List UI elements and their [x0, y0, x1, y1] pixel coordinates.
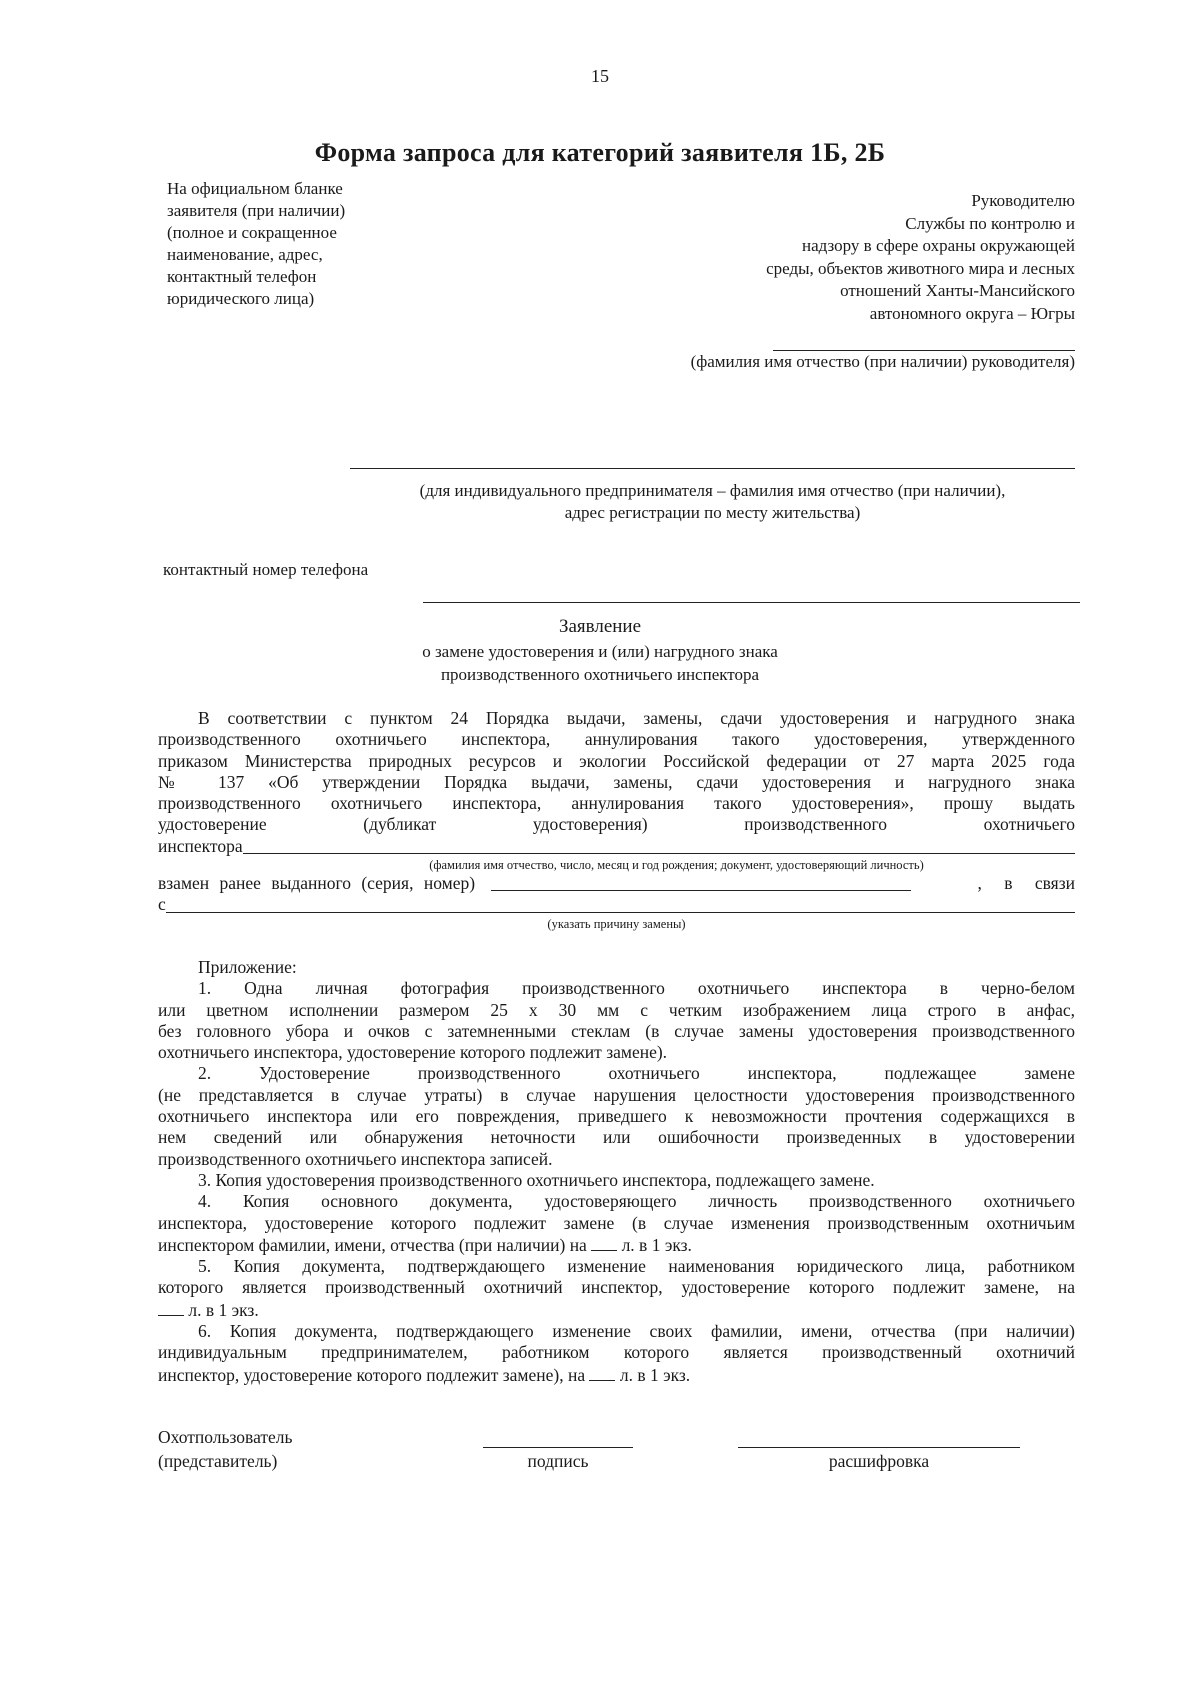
- pages-count-blank[interactable]: [158, 1299, 184, 1316]
- body-line: удостоверение (дубликат удостоверения) производственного охотничьего: [158, 814, 1075, 835]
- addressee-line: Службы по контролю и: [905, 213, 1075, 233]
- statement-subtitle: о замене удостоверения и (или) нагрудного знака: [422, 642, 778, 661]
- addressee-line: среды, объектов животного мира и лесных: [766, 258, 1075, 278]
- appendix-line: охотничьего инспектора или его повреждения, приведшего к невозможности прочтения содержащихся в: [158, 1106, 1075, 1127]
- addressee-name-line[interactable]: [773, 350, 1075, 351]
- body-line: приказом Министерства природных ресурсов и экологии Российской федерации от 27 марта 2025 года: [158, 750, 1075, 771]
- appendix-text: инспектором фамилии, имени, отчества (при наличии) на: [158, 1234, 592, 1255]
- body-line: № 137 «Об утверждении Порядка выдачи, замены, сдачи удостоверения и нагрудного знака: [158, 771, 1075, 792]
- letterhead-line: наименование, адрес,: [167, 245, 323, 264]
- appendix-item-4: [158, 1191, 1075, 1256]
- appendix-item-2: [158, 1063, 1075, 1169]
- pages-count-blank[interactable]: [589, 1364, 615, 1381]
- appendix-line: [158, 1364, 1075, 1386]
- addressee-caption: (фамилия имя отчество (при наличии) руководителя): [690, 352, 1075, 371]
- instead-label: взамен ранее выданного (серия, номер): [158, 873, 476, 894]
- appendix-line: которого является производственный охотничий инспектор, удостоверение которого подлежит замене, на: [158, 1277, 1075, 1298]
- appendix-item-5: [158, 1256, 1075, 1321]
- body-line: производственного охотничьего инспектора, аннулирования такого удостоверения», прошу выдать: [158, 793, 1075, 814]
- body-line: В соответствии с пунктом 24 Порядка выдачи, замены, сдачи удостоверения и нагрудного знака: [198, 708, 1075, 728]
- appendix-text: л. в 1 экз.: [617, 1234, 692, 1255]
- entrepreneur-caption-line: (для индивидуального предпринимателя – фамилия имя отчество (при наличии),: [419, 481, 1006, 500]
- form-title: Форма запроса для категорий заявителя 1Б, 2Б: [314, 138, 886, 167]
- appendix-line: индивидуальным предпринимателем, работником которого является производственный охотничий: [158, 1342, 1075, 1363]
- appendix-text: л. в 1 экз.: [184, 1299, 259, 1320]
- statement-subtitle: производственного охотничьего инспектора: [440, 665, 760, 684]
- entrepreneur-caption: [350, 480, 1075, 524]
- appendix-item-1: [158, 978, 1075, 1063]
- in-connection-label: , в связи: [977, 873, 1075, 894]
- inspector-caption: (фамилия имя отчество, число, месяц и год рождения; документ, удостоверяющий личность): [429, 858, 924, 873]
- statement-title: Заявление: [558, 616, 642, 637]
- reason-line[interactable]: [166, 896, 1075, 913]
- letterhead-line: контактный телефон: [167, 267, 317, 286]
- appendix-text: инспектор, удостоверение которого подлежит замене), на: [158, 1364, 590, 1385]
- appendix-line: [158, 1234, 1075, 1256]
- phone-line[interactable]: [423, 602, 1080, 603]
- appendix-line: производственного охотничьего инспектора записей.: [158, 1148, 553, 1169]
- applicant-letterhead-note: [167, 178, 427, 310]
- signatory-role-line: (представитель): [158, 1451, 278, 1471]
- series-number-line[interactable]: [491, 874, 911, 891]
- inspector-name-line[interactable]: [243, 837, 1075, 854]
- appendix-item-6: [158, 1321, 1075, 1386]
- pages-count-blank[interactable]: [591, 1234, 617, 1251]
- appendix-line: инспектора, удостоверение которого подлежит замене (в случае изменения производственным охотничьим: [158, 1212, 1075, 1233]
- inspector-label: инспектора: [158, 835, 243, 856]
- appendix-line: 5. Копия документа, подтверждающего изменение наименования юридического лица, работником: [198, 1256, 1075, 1277]
- signatory-role: [158, 1425, 293, 1473]
- appendix: [158, 957, 1075, 1386]
- appendix-item-3: [158, 1170, 1075, 1191]
- appendix-line: или цветном исполнении размером 25 х 30 мм с четким изображением лица строго в анфас,: [158, 999, 1075, 1020]
- statement-heading: [0, 614, 1200, 686]
- letterhead-line: юридического лица): [167, 289, 315, 308]
- appendix-line: (не представляется в случае утраты) в случае нарушения целостности удостоверения производственного: [158, 1084, 1075, 1105]
- letterhead-line: (полное и сокращенное: [167, 223, 337, 242]
- reason-caption: (указать причину замены): [547, 916, 686, 931]
- appendix-line: нем сведений или обнаружения неточности или ошибочности произведенных в удостоверении: [158, 1127, 1075, 1148]
- instead-row: [158, 873, 1075, 894]
- appendix-line: 4. Копия основного документа, удостоверяющего личность производственного охотничьего: [198, 1191, 1075, 1212]
- appendix-line: без головного убора и очков с затемненными стеклам (в случае замены удостоверения производственного: [158, 1020, 1075, 1041]
- inspector-row: [158, 836, 1075, 857]
- entrepreneur-caption-line: адрес регистрации по месту жительства): [564, 503, 861, 522]
- appendix-line: 1. Одна личная фотография производственного охотничьего инспектора в черно-белом: [198, 978, 1075, 999]
- addressee-block: [766, 190, 1075, 325]
- signature-line[interactable]: [483, 1447, 633, 1448]
- phone-label: контактный номер телефона: [163, 560, 369, 579]
- appendix-line: 3. Копия удостоверения производственного охотничьего инспектора, подлежащего замене.: [198, 1169, 875, 1190]
- addressee-line: Руководителю: [971, 191, 1075, 210]
- signatory-role-line: Охотпользователь: [158, 1427, 293, 1447]
- entrepreneur-line[interactable]: [350, 468, 1075, 469]
- appendix-line: 2. Удостоверение производственного охотничьего инспектора, подлежащее замене: [198, 1063, 1075, 1084]
- body-line: производственного охотничьего инспектора, аннулирования такого удостоверения, утвержденного: [158, 729, 1075, 750]
- signature-caption: подпись: [527, 1451, 589, 1471]
- letterhead-line: заявителя (при наличии): [167, 201, 346, 220]
- reason-row: [158, 894, 1075, 915]
- addressee-line: надзору в сфере охраны окружающей: [802, 236, 1075, 255]
- with-label: с: [158, 894, 166, 915]
- appendix-line: 6. Копия документа, подтверждающего изменение своих фамилии, имени, отчества (при наличии): [198, 1321, 1075, 1342]
- addressee-line: отношений Ханты-Мансийского: [840, 281, 1075, 300]
- page-number: 15: [591, 66, 609, 86]
- statement-body: [158, 708, 1075, 932]
- appendix-text: л. в 1 экз.: [615, 1364, 691, 1385]
- name-decode-caption: расшифровка: [828, 1451, 930, 1471]
- appendix-line: [158, 1299, 1075, 1321]
- appendix-label: Приложение:: [198, 957, 297, 977]
- letterhead-line: На официальном бланке: [167, 179, 343, 198]
- appendix-line: охотничьего инспектора, удостоверение которого подлежит замене).: [158, 1042, 668, 1063]
- name-decode-line[interactable]: [738, 1447, 1020, 1448]
- addressee-line: автономного округа – Югры: [869, 303, 1075, 323]
